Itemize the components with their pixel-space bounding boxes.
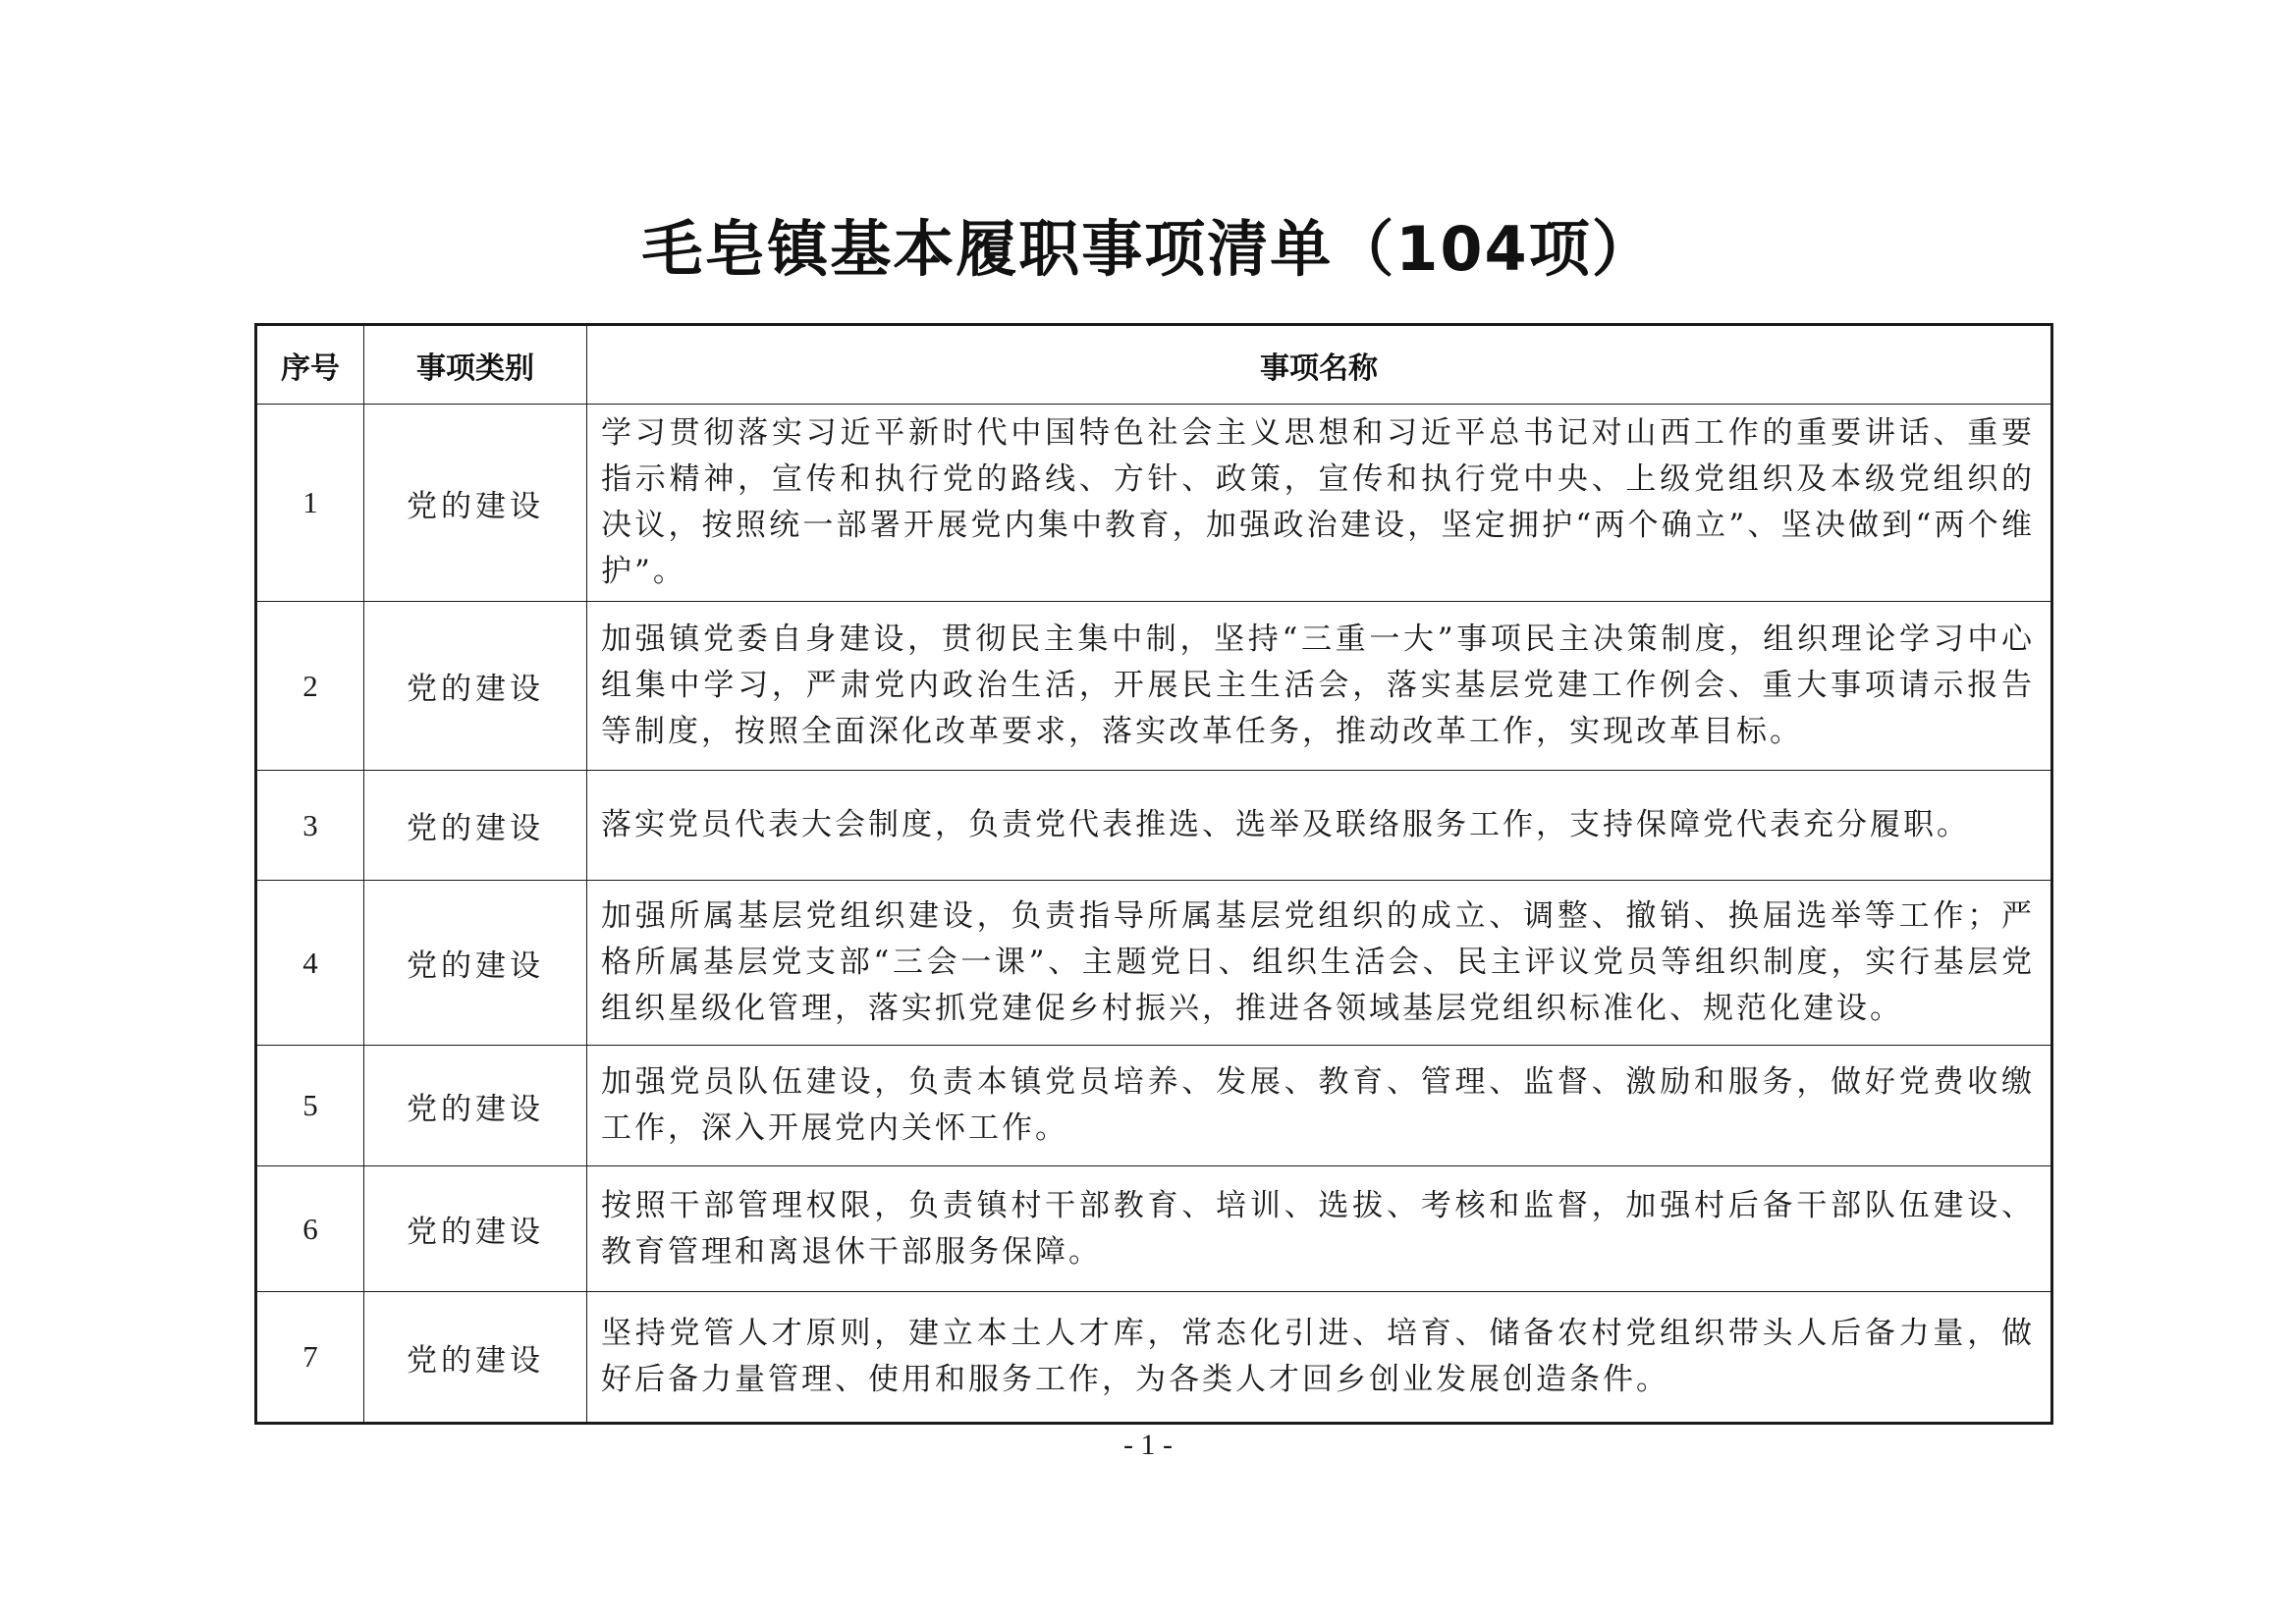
- header-serial-number: 序号: [256, 325, 364, 405]
- table-header-row: [256, 325, 2052, 405]
- duty-items-table: [254, 323, 2053, 1425]
- table-row: [256, 881, 2052, 1046]
- row-item-category: 党的建设: [364, 1046, 587, 1166]
- table-row: [256, 771, 2052, 881]
- row-item-name: 加强党员队伍建设，负责本镇党员培养、发展、教育、管理、监督、激励和服务，做好党费收缴工作，深入开展党内关怀工作。: [587, 1046, 2052, 1166]
- row-serial-number: 1: [256, 405, 364, 602]
- row-item-name: 加强所属基层党组织建设，负责指导所属基层党组织的成立、调整、撤销、换届选举等工作；严格所属基层党支部“三会一课”、主题党日、组织生活会、民主评议党员等组织制度，实行基层党组织星级化管理，落实抓党建促乡村振兴，推进各领域基层党组织标准化、规范化建设。: [587, 881, 2052, 1046]
- row-item-name: 按照干部管理权限，负责镇村干部教育、培训、选拔、考核和监督，加强村后备干部队伍建设、教育管理和离退休干部服务保障。: [587, 1166, 2052, 1292]
- row-serial-number: 6: [256, 1166, 364, 1292]
- row-item-category: 党的建设: [364, 1166, 587, 1292]
- header-item-category: 事项类别: [364, 325, 587, 405]
- document-title: 毛皂镇基本履职事项清单（104项）: [641, 213, 1655, 285]
- row-serial-number: 4: [256, 881, 364, 1046]
- row-item-name: 加强镇党委自身建设，贯彻民主集中制，坚持“三重一大”事项民主决策制度，组织理论学习中心组集中学习，严肃党内政治生活，开展民主生活会，落实基层党建工作例会、重大事项请示报告等制度，按照全面深化改革要求，落实改革任务，推动改革工作，实现改革目标。: [587, 602, 2052, 771]
- row-item-name: 学习贯彻落实习近平新时代中国特色社会主义思想和习近平总书记对山西工作的重要讲话、重要指示精神，宣传和执行党的路线、方针、政策，宣传和执行党中央、上级党组织及本级党组织的决议，按照统一部署开展党内集中教育，加强政治建设，坚定拥护“两个确立”、坚决做到“两个维护”。: [587, 405, 2052, 602]
- row-serial-number: 5: [256, 1046, 364, 1166]
- row-serial-number: 3: [256, 771, 364, 881]
- row-item-category: 党的建设: [364, 771, 587, 881]
- row-item-category: 党的建设: [364, 881, 587, 1046]
- header-item-name: 事项名称: [587, 325, 2052, 405]
- row-serial-number: 7: [256, 1292, 364, 1424]
- row-item-category: 党的建设: [364, 602, 587, 771]
- table-row: [256, 405, 2052, 602]
- table-row: [256, 1166, 2052, 1292]
- row-item-category: 党的建设: [364, 1292, 587, 1424]
- row-item-name: 坚持党管人才原则，建立本土人才库，常态化引进、培育、储备农村党组织带头人后备力量，做好后备力量管理、使用和服务工作，为各类人才回乡创业发展创造条件。: [587, 1292, 2052, 1424]
- table-row: [256, 1046, 2052, 1166]
- table-row: [256, 1292, 2052, 1424]
- page-number: - 1 -: [1123, 1429, 1173, 1461]
- row-serial-number: 2: [256, 602, 364, 771]
- row-item-category: 党的建设: [364, 405, 587, 602]
- table-row: [256, 602, 2052, 771]
- row-item-name: 落实党员代表大会制度，负责党代表推选、选举及联络服务工作，支持保障党代表充分履职。: [587, 771, 2052, 881]
